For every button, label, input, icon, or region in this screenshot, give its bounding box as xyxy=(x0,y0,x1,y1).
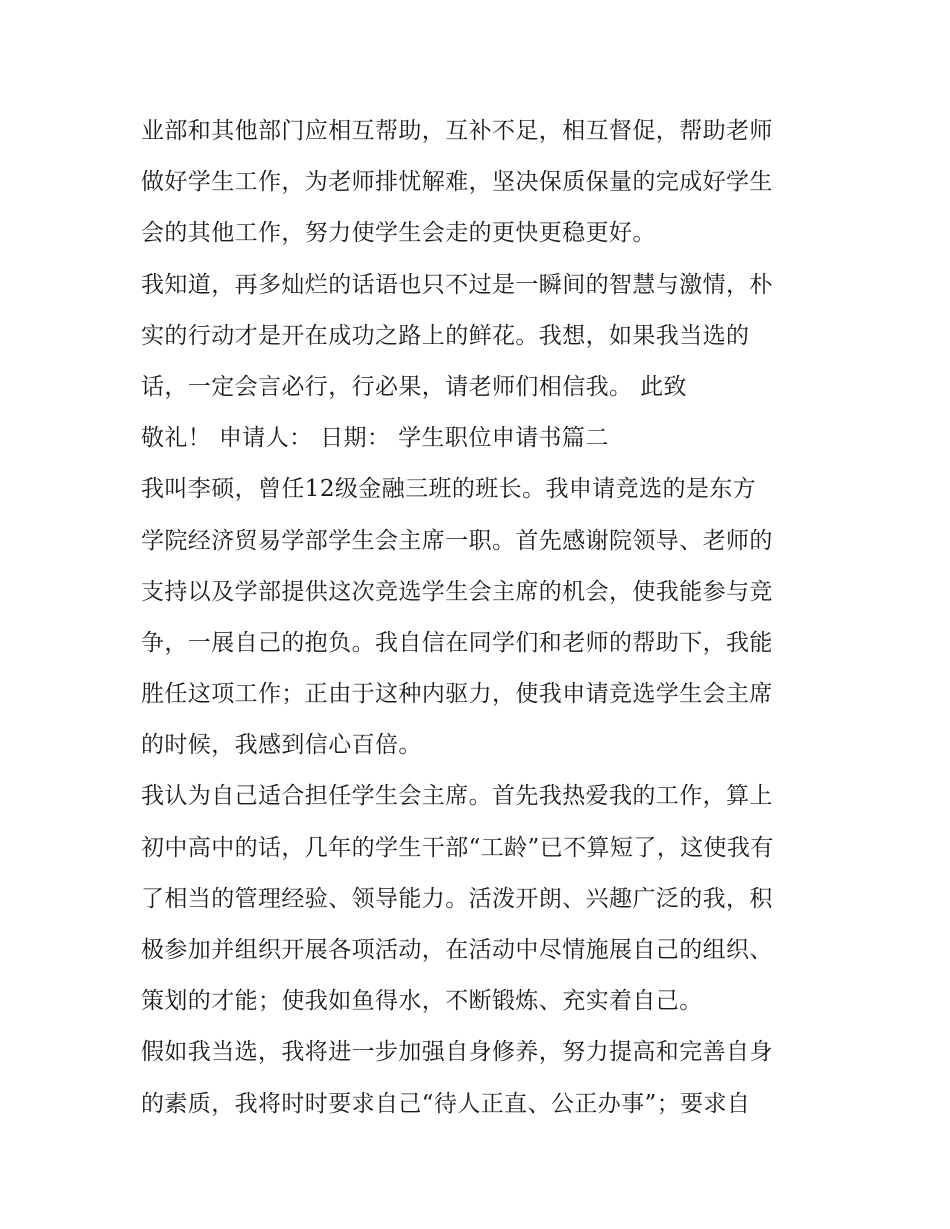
text-line: 初中高中的话，几年的学生干部“工龄”已不算短了，这使我有 xyxy=(141,834,774,861)
text-line: 我认为自己适合担任学生会主席。首先我热爱我的工作，算上 xyxy=(141,783,773,810)
text-line: 极参加并组织开展各项活动，在活动中尽情施展自己的组织、 xyxy=(141,937,773,963)
text-line: 做好学生工作，为老师排忧解难，坚决保质保量的完成好学生 xyxy=(141,169,773,196)
text-line: 会的其他工作，努力使学生会走的更快更稳更好。 xyxy=(141,220,656,247)
text-line: 敬礼！ 申请人： 日期： 学生职位申请书篇二 xyxy=(141,425,609,452)
text-line: 胜任这项工作；正由于这种内驱力，使我申请竞选学生会主席 xyxy=(141,681,773,708)
text-line: 策划的才能；使我如鱼得水，不断锻炼、充实着自己。 xyxy=(141,988,703,1015)
text-line: 了相当的管理经验、领导能力。活泼开朗、兴趣广泛的我，积 xyxy=(141,885,773,912)
text-line: 的素质，我将时时要求自己“待人正直、公正办事”；要求自 xyxy=(141,1090,751,1117)
text-line: 实的行动才是开在成功之路上的鲜花。我想，如果我当选的 xyxy=(141,322,750,349)
text-line: 我知道，再多灿烂的话语也只不过是一瞬间的智慧与激情，朴 xyxy=(141,271,773,298)
text-line: 争，一展自己的抱负。我自信在同学们和老师的帮助下，我能 xyxy=(141,629,773,656)
text-line: 支持以及学部提供这次竞选学生会主席的机会，使我能参与竞 xyxy=(141,578,773,605)
text-line: 我叫李硕，曾任12级金融三班的班长。我申请竞选的是东方 xyxy=(141,476,757,503)
text-line: 的时候，我感到信心百倍。 xyxy=(141,732,422,759)
text-line: 假如我当选，我将进一步加强自身修养，努力提高和完善自身 xyxy=(141,1039,773,1066)
body-text xyxy=(141,106,821,1130)
text-line: 话，一定会言必行，行必果，请老师们相信我。 此致 xyxy=(141,373,687,400)
text-line: 学院经济贸易学部学生会主席一职。首先感谢院领导、老师的 xyxy=(141,527,773,554)
text-line: 业部和其他部门应相互帮助，互补不足，相互督促，帮助老师 xyxy=(141,118,773,144)
